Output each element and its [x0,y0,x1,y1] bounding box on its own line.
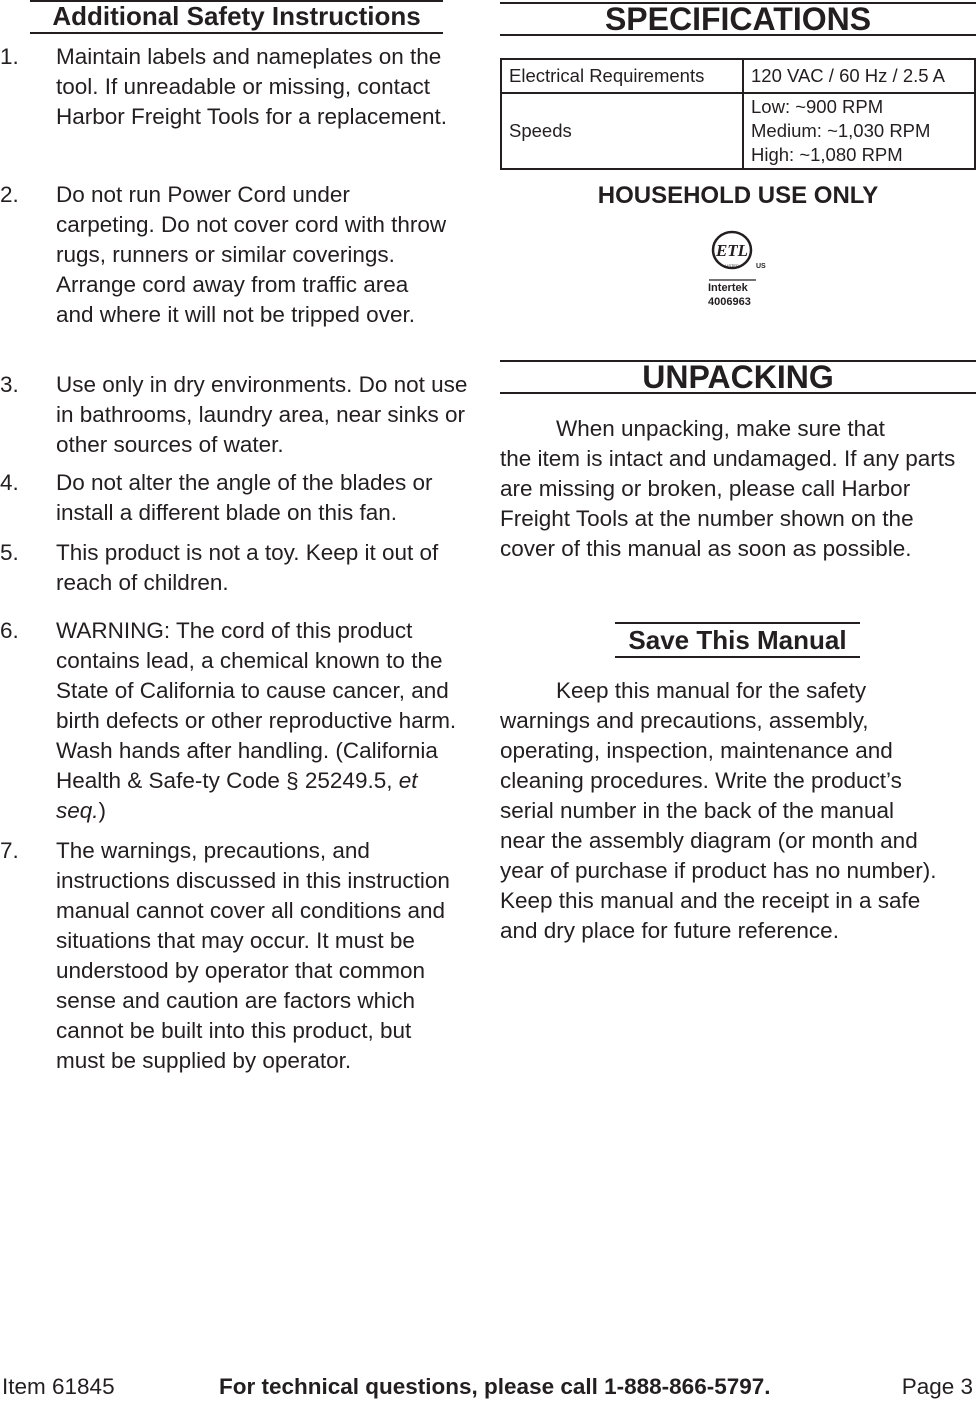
list-item [0,468,478,538]
unpacking-first-line: When unpacking, make sure that [556,416,885,441]
list-item-number: 7. [0,838,19,863]
list-item-number: 3. [0,372,19,397]
safety-instructions-list [0,42,478,1076]
list-item-text: This product is not a toy. Keep it out of reach of children. [56,540,439,595]
list-item-number: 5. [0,540,19,565]
list-item [0,180,478,370]
save-manual-heading: Save This Manual [615,622,860,658]
save-manual-paragraph [500,676,976,946]
list-item-number: 1. [0,44,19,69]
list-item [0,836,478,1076]
household-use-only: HOUSEHOLD USE ONLY [597,182,879,209]
list-item-number: 2. [0,182,19,207]
unpacking-heading [500,360,976,394]
save-manual-rest: warnings and precautions, assembly, operating, inspection, maintenance and cleaning procedures. Write the product’s serial number in the back of the manual near the assembly diagram (or month and year of purchase if product has no number). Keep this manual and the receipt in a safe and dry place for future reference. [500,708,937,943]
unpacking-rest: the item is intact and undamaged. If any parts are missing or broken, please call Harbor Freight Tools at the number shown on the cover of this manual as soon as possible. [500,446,956,561]
tech-support-line: For technical questions, please call 1-888-866-5797. [219,1374,771,1399]
page-number: Page 3 [901,1374,973,1399]
specifications-table [500,58,976,170]
additional-safety-heading-text: Additional Safety Instructions [52,1,421,31]
etl-listed-logo [706,228,770,310]
list-item [0,538,478,616]
list-item-text: Do not run Power Cord under carpeting. Do not cover cord with throw rugs, runners or similar coverings. Arrange cord away from traffic area and where it will not be tripped over. [56,182,447,327]
speed-low: Low: ~900 RPM [751,96,884,117]
list-item-number: 6. [0,618,19,643]
etl-region-text: US [756,263,766,270]
item-number: Item 61845 [2,1374,115,1399]
table-row [501,59,975,93]
warning-text: WARNING: The cord of this product contains lead, a chemical known to the State of California to cause cancer, and birth defects or other reproductive harm. Wash hands after handling. (California Health & Safe-ty Code § 25249.5, [56,618,457,793]
list-item-text [56,616,470,826]
warning-italic-text: et seq. [56,768,418,823]
unpacking-heading-text: UNPACKING [642,359,834,395]
right-column [500,0,976,943]
page-footer [0,1372,976,1402]
intertek-text: Intertek [708,282,748,294]
spec-value: 120 VAC / 60 Hz / 2.5 A [743,59,975,93]
spec-label: Speeds [501,93,743,169]
cert-number-text: 4006963 [708,296,751,308]
additional-safety-heading [30,0,443,34]
list-item-text: The warnings, precautions, and instructions discussed in this instruction manual cannot cover all conditions and situations that may occur. It must be understood by operator that common sense and caution are factors which cannot be built into this product, but must be supplied by operator. [56,838,450,1073]
table-row [501,93,975,169]
specifications-heading-text: SPECIFICATIONS [604,1,872,37]
list-item [0,616,478,836]
unpacking-paragraph [500,414,976,564]
list-item [0,370,478,468]
spec-label: Electrical Requirements [501,59,743,93]
speed-high: High: ~1,080 RPM [751,144,903,165]
save-manual-first-line: Keep this manual for the safety [556,678,867,703]
specifications-heading [500,2,976,36]
speed-medium: Medium: ~1,030 RPM [751,120,931,141]
list-item [0,42,478,180]
etl-listed-text: LISTED [724,263,740,268]
list-item-text: Use only in dry environments. Do not use in bathrooms, laundry area, near sinks or other sources of water. [56,372,468,457]
spec-value [743,93,975,169]
list-item-number: 4. [0,470,19,495]
list-item-text: Do not alter the angle of the blades or install a different blade on this fan. [56,470,433,525]
etl-mark-text: ETL [715,241,749,260]
warning-end-text: ) [98,798,107,823]
list-item-text: Maintain labels and nameplates on the tool. If unreadable or missing, contact Harbor Freight Tools for a replacement. [56,44,448,129]
